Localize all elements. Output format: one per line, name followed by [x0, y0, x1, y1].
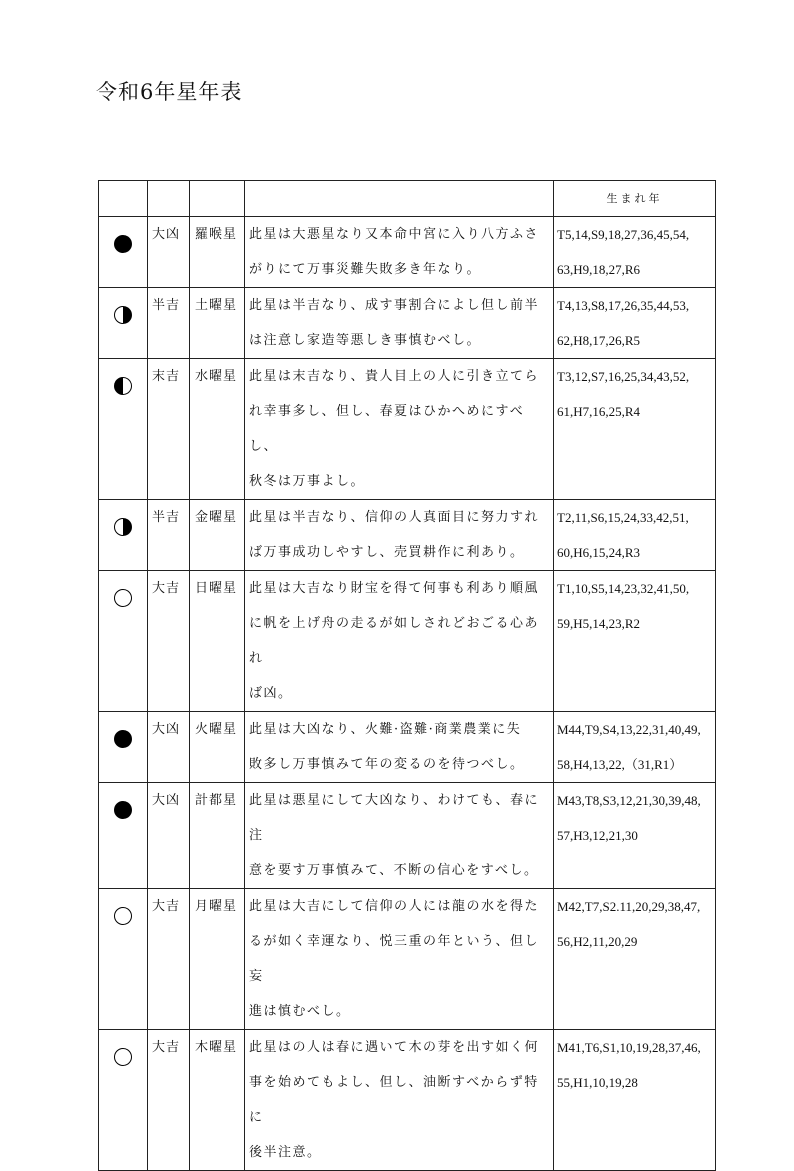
symbol-cell — [99, 359, 148, 500]
fortune-cell: 大凶 — [148, 783, 190, 889]
table-row — [99, 1030, 716, 1171]
description-line: ば万事成功しやすし、売買耕作に利あり。 — [249, 545, 525, 560]
star-name-cell: 日曜星 — [190, 571, 245, 712]
description-line: 進は慎むべし。 — [249, 1004, 351, 1019]
description-line: 後半注意。 — [249, 1145, 322, 1160]
black-circle-icon — [114, 801, 132, 819]
fortune-cell: 大凶 — [148, 712, 190, 783]
symbol-cell — [99, 783, 148, 889]
fortune-cell: 大吉 — [148, 889, 190, 1030]
born-years-line: 58,H4,13,22,（31,R1） — [557, 757, 683, 772]
description-line: 此星は大凶なり、火難·盗難·商業農業に失 — [249, 722, 522, 737]
born-years-line: T5,14,S9,18,27,36,45,54, — [557, 227, 690, 242]
symbol-cell — [99, 889, 148, 1030]
fortune-cell: 半吉 — [148, 500, 190, 571]
half-moon-icon — [114, 518, 132, 536]
description-line: 此星は半吉なり、成す事割合によし但し前半 — [249, 298, 540, 313]
star-name-cell: 金曜星 — [190, 500, 245, 571]
description-cell — [245, 712, 554, 783]
symbol-cell — [99, 1030, 148, 1171]
star-name-cell: 羅喉星 — [190, 217, 245, 288]
table-row — [99, 712, 716, 783]
star-name-cell: 木曜星 — [190, 1030, 245, 1171]
description-line: ば凶。 — [249, 686, 293, 701]
description-line: 此星は大悪星なり又本命中宮に入り八方ふさ — [249, 227, 540, 242]
description-line: がりにて万事災難失敗多き年なり。 — [249, 262, 482, 277]
description-cell — [245, 359, 554, 500]
table-row — [99, 288, 716, 359]
description-cell — [245, 288, 554, 359]
born-years-line: T2,11,S6,15,24,33,42,51, — [557, 510, 689, 525]
header-fortune-cell — [148, 181, 190, 217]
born-years-cell — [554, 712, 716, 783]
born-years-line: 56,H2,11,20,29 — [557, 934, 638, 949]
born-years-cell — [554, 783, 716, 889]
black-circle-icon — [114, 730, 132, 748]
description-cell — [245, 783, 554, 889]
description-cell — [245, 1030, 554, 1171]
born-years-line: 62,H8,17,26,R5 — [557, 333, 641, 348]
star-name-cell: 火曜星 — [190, 712, 245, 783]
fortune-cell: 大凶 — [148, 217, 190, 288]
star-name-cell: 計都星 — [190, 783, 245, 889]
symbol-cell — [99, 571, 148, 712]
born-years-line: M41,T6,S1,10,19,28,37,46, — [557, 1040, 701, 1055]
fortune-cell: 半吉 — [148, 288, 190, 359]
star-name-cell: 月曜星 — [190, 889, 245, 1030]
born-years-cell — [554, 571, 716, 712]
born-years-line: M44,T9,S4,13,22,31,40,49, — [557, 722, 701, 737]
born-years-line: 61,H7,16,25,R4 — [557, 404, 641, 419]
description-line: れ幸事多し、但し、春夏はひかへめにすべし、 — [249, 404, 525, 454]
description-cell — [245, 571, 554, 712]
table-row — [99, 571, 716, 712]
born-years-line: 63,H9,18,27,R6 — [557, 262, 641, 277]
born-years-line: T1,10,S5,14,23,32,41,50, — [557, 581, 690, 596]
born-years-line: T4,13,S8,17,26,35,44,53, — [557, 298, 690, 313]
description-line: 意を要す万事慎みて、不断の信心をすべし。 — [249, 863, 539, 878]
header-symbol-cell — [99, 181, 148, 217]
born-years-line: T3,12,S7,16,25,34,43,52, — [557, 369, 690, 384]
symbol-cell — [99, 712, 148, 783]
page-title: 令和6年星年表 — [96, 80, 243, 104]
description-line: は注意し家造等悪しき事慎むべし。 — [249, 333, 482, 348]
born-years-cell — [554, 217, 716, 288]
description-line: 此星は大吉にして信仰の人には龍の水を得た — [249, 899, 540, 914]
born-years-line: M43,T8,S3,12,21,30,39,48, — [557, 793, 701, 808]
symbol-cell — [99, 288, 148, 359]
description-line: 秋冬は万事よし。 — [249, 474, 366, 489]
symbol-cell — [99, 500, 148, 571]
description-line: に帆を上げ舟の走るが如しされどおごる心あれ — [249, 616, 540, 666]
born-years-cell — [554, 359, 716, 500]
fortune-cell: 大吉 — [148, 1030, 190, 1171]
born-years-line: 57,H3,12,21,30 — [557, 828, 638, 843]
white-circle-icon — [114, 1048, 132, 1066]
description-line: 此星は大吉なり財宝を得て何事も利あり順風 — [249, 581, 540, 596]
white-circle-icon — [114, 589, 132, 607]
half-moon-icon — [114, 377, 132, 395]
description-line: 此星はの人は春に遇いて木の芽を出す如く何 — [249, 1040, 540, 1055]
fortune-cell: 大吉 — [148, 571, 190, 712]
header-born-year-cell: 生まれ年 — [554, 181, 716, 217]
star-name-cell: 水曜星 — [190, 359, 245, 500]
star-year-table — [98, 180, 716, 1171]
description-cell — [245, 889, 554, 1030]
born-years-line: M42,T7,S2.11,20,29,38,47, — [557, 899, 701, 914]
born-years-line: 60,H6,15,24,R3 — [557, 545, 641, 560]
born-years-cell — [554, 889, 716, 1030]
description-cell — [245, 217, 554, 288]
half-moon-icon — [114, 306, 132, 324]
born-years-cell — [554, 500, 716, 571]
table-row — [99, 889, 716, 1030]
born-years-line: 55,H1,10,19,28 — [557, 1075, 638, 1090]
fortune-cell: 末吉 — [148, 359, 190, 500]
born-years-cell — [554, 288, 716, 359]
table-row — [99, 783, 716, 889]
description-line: 此星は悪星にして大凶なり、わけても、春に注 — [249, 793, 540, 843]
table-header-row — [99, 181, 716, 217]
white-circle-icon — [114, 907, 132, 925]
table-row — [99, 500, 716, 571]
description-line: 此星は末吉なり、貴人目上の人に引き立てら — [249, 369, 540, 384]
table-row — [99, 217, 716, 288]
description-cell — [245, 500, 554, 571]
description-line: るが如く幸運なり、悦三重の年という、但し妄 — [249, 934, 540, 984]
header-star-cell — [190, 181, 245, 217]
black-circle-icon — [114, 235, 132, 253]
born-years-line: 59,H5,14,23,R2 — [557, 616, 641, 631]
star-name-cell: 土曜星 — [190, 288, 245, 359]
description-line: 事を始めてもよし、但し、油断すべからず特に — [249, 1075, 539, 1125]
born-years-cell — [554, 1030, 716, 1171]
symbol-cell — [99, 217, 148, 288]
description-line: 敗多し万事慎みて年の変るのを待つべし。 — [249, 757, 525, 772]
description-line: 此星は半吉なり、信仰の人真面目に努力すれ — [249, 510, 540, 525]
header-description-cell — [245, 181, 554, 217]
table-row — [99, 359, 716, 500]
